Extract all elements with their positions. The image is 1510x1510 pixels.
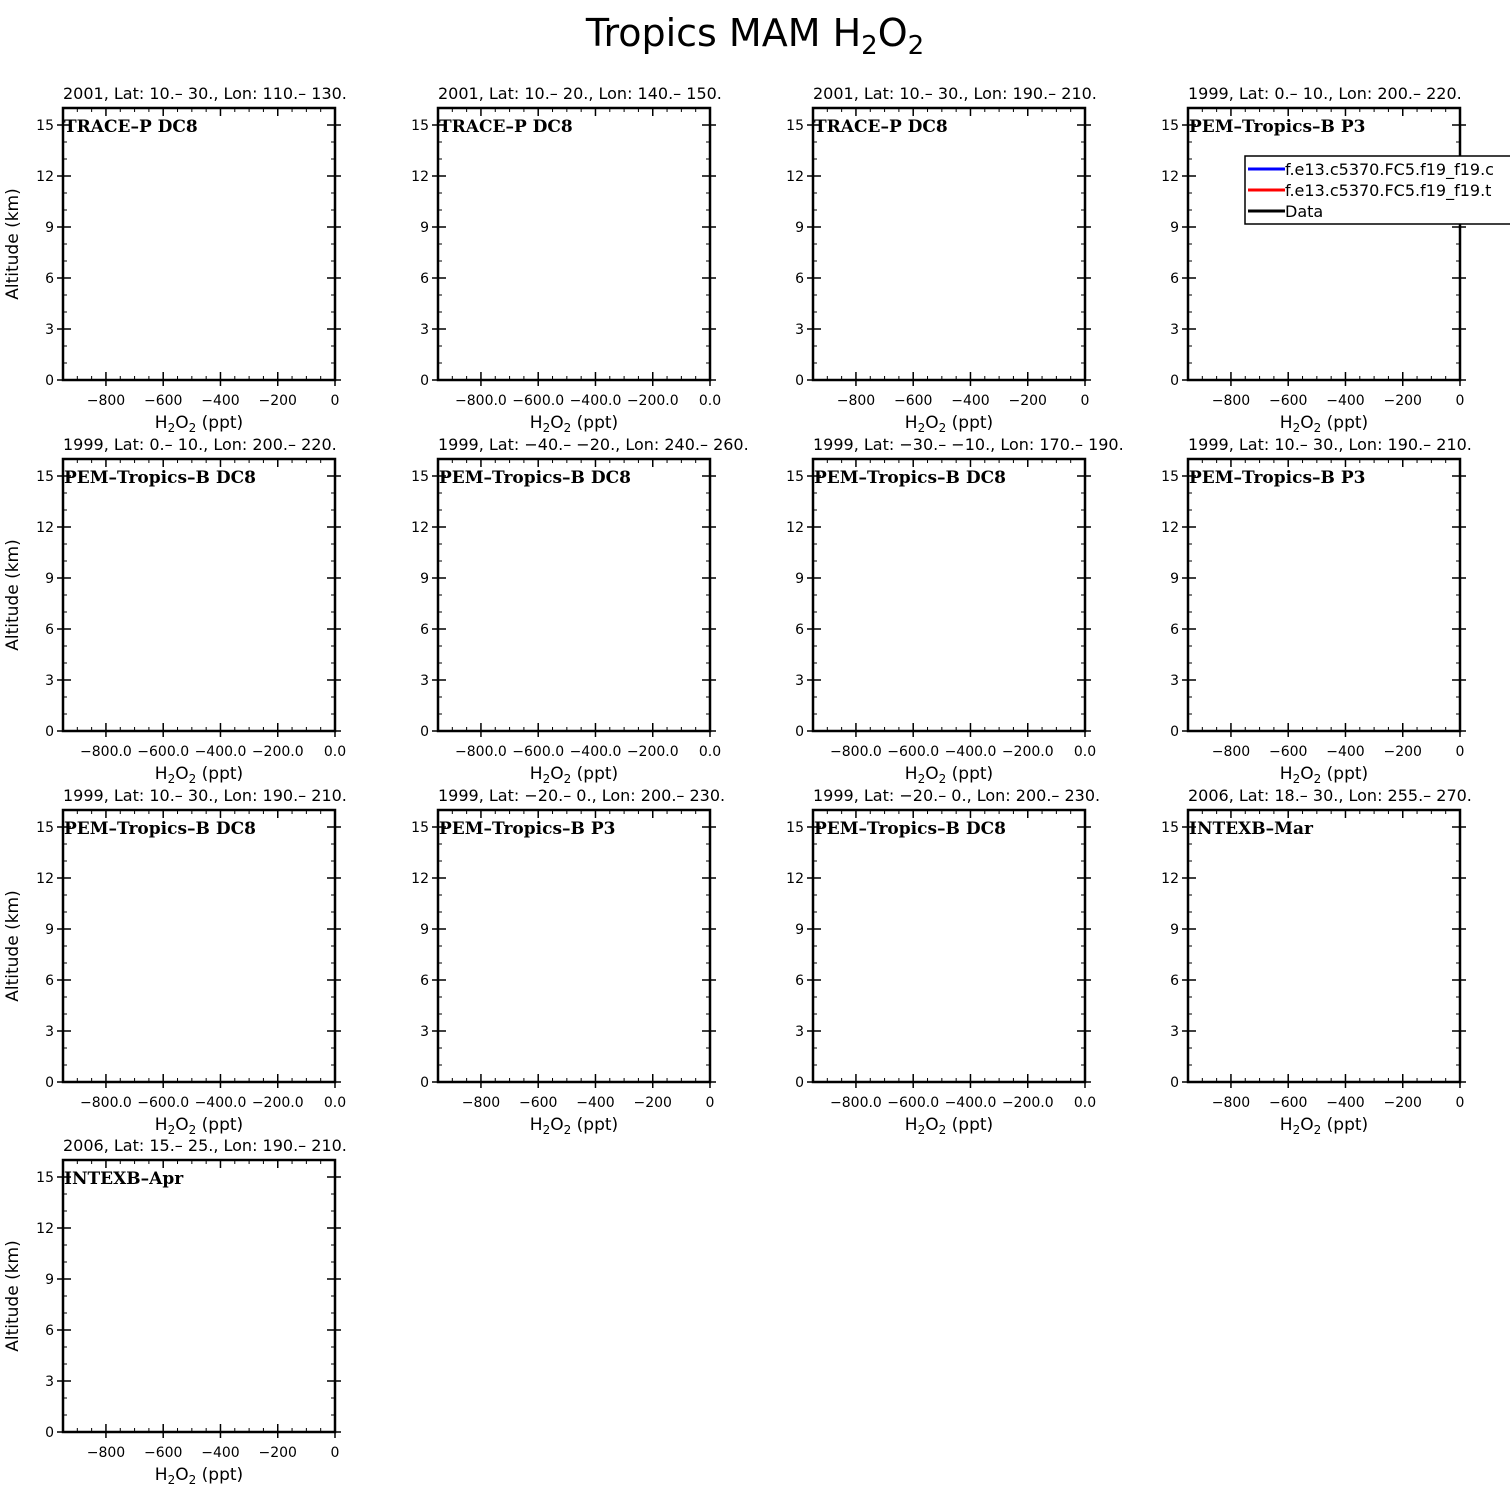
- panel-12: [1161, 786, 1472, 1137]
- xlabel-o: O: [1300, 413, 1314, 433]
- panels: [3, 84, 1472, 1487]
- xlabel-sub: 2: [1313, 421, 1322, 435]
- xlabel-unit: (ppt): [1321, 413, 1369, 433]
- y-axis-label: Altitude (km): [3, 1240, 23, 1352]
- y-tick-label: 12: [36, 520, 54, 536]
- y-tick-label: 9: [1170, 922, 1179, 938]
- y-tick-label: 15: [36, 469, 54, 485]
- x-tick-label: 0: [1455, 1095, 1465, 1111]
- xlabel-unit: (ppt): [946, 413, 994, 433]
- y-tick-label: 0: [795, 1075, 804, 1091]
- xlabel-unit: (ppt): [1321, 764, 1369, 784]
- xlabel-h: H: [154, 1465, 168, 1485]
- x-tick-label: −600.0: [512, 393, 565, 409]
- x-tick-label: 0.0: [1073, 744, 1097, 760]
- legend-label: Data: [1285, 202, 1324, 221]
- y-axis-label: Altitude (km): [3, 188, 23, 300]
- y-tick-label: 0: [420, 373, 429, 389]
- xlabel-sub: 2: [917, 772, 926, 786]
- y-tick-label: 12: [786, 520, 804, 536]
- y-tick-label: 9: [420, 571, 429, 587]
- y-tick-label: 0: [795, 724, 804, 740]
- y-tick-label: 6: [45, 1323, 54, 1339]
- y-tick-label: 6: [795, 973, 804, 989]
- y-tick-label: 3: [45, 673, 54, 689]
- xlabel-sub: 2: [917, 421, 926, 435]
- xlabel-sub: 2: [167, 1123, 176, 1137]
- y-tick-label: 0: [45, 1425, 54, 1441]
- xlabel-sub: 2: [917, 1123, 926, 1137]
- y-tick-label: 6: [45, 622, 54, 638]
- x-tick-label: −400: [1326, 393, 1365, 409]
- xlabel-h: H: [154, 413, 168, 433]
- xlabel-sub: 2: [1313, 772, 1322, 786]
- xlabel-unit: (ppt): [196, 764, 244, 784]
- plot-frame: [813, 459, 1085, 731]
- figure-title-sub1: 2: [861, 31, 878, 61]
- xlabel-unit: (ppt): [571, 1115, 619, 1135]
- y-tick-label: 9: [1170, 220, 1179, 236]
- xlabel-o: O: [175, 764, 189, 784]
- y-tick-label: 9: [45, 220, 54, 236]
- x-tick-label: −400.0: [569, 393, 622, 409]
- x-tick-label: 0.0: [1073, 1095, 1097, 1111]
- x-tick-label: −600.0: [137, 1095, 190, 1111]
- y-tick-label: 6: [45, 271, 54, 287]
- figure-title-sub2: 2: [907, 31, 925, 61]
- campaign-label: PEM–Tropics–B DC8: [814, 468, 1006, 488]
- x-tick-label: −400: [201, 1445, 240, 1461]
- x-axis-label: [155, 1115, 243, 1137]
- campaign-label: TRACE–P DC8: [64, 117, 198, 137]
- xlabel-sub: 2: [188, 421, 197, 435]
- campaign-label: PEM–Tropics–B DC8: [64, 819, 256, 839]
- xlabel-h: H: [529, 1115, 543, 1135]
- panel-title: 1999, Lat: 10.– 30., Lon: 190.– 210.: [1188, 435, 1472, 454]
- x-tick-label: 0: [330, 393, 340, 409]
- xlabel-sub: 2: [167, 1473, 176, 1487]
- panel-title: 2001, Lat: 10.– 30., Lon: 190.– 210.: [813, 84, 1097, 103]
- y-tick-label: 12: [36, 871, 54, 887]
- xlabel-sub: 2: [563, 421, 572, 435]
- xlabel-unit: (ppt): [946, 764, 994, 784]
- x-tick-label: −200.0: [251, 744, 304, 760]
- x-tick-label: −600.0: [512, 744, 565, 760]
- y-tick-label: 9: [45, 571, 54, 587]
- x-tick-label: −200: [258, 393, 297, 409]
- y-tick-label: 3: [45, 1374, 54, 1390]
- x-tick-label: 0: [330, 1445, 340, 1461]
- campaign-label: PEM–Tropics–B DC8: [814, 819, 1006, 839]
- y-tick-label: 0: [420, 724, 429, 740]
- y-tick-label: 12: [1161, 871, 1179, 887]
- x-tick-label: −600: [1268, 393, 1308, 409]
- campaign-label: PEM–Tropics–B DC8: [64, 468, 256, 488]
- y-axis-label: Altitude (km): [3, 539, 23, 651]
- x-tick-label: −200: [1383, 1095, 1422, 1111]
- plot-frame: [63, 459, 335, 731]
- x-axis-label: [530, 1115, 618, 1137]
- x-tick-label: −200.0: [251, 1095, 304, 1111]
- xlabel-o: O: [175, 1115, 189, 1135]
- x-tick-label: −400: [1326, 1095, 1365, 1111]
- xlabel-h: H: [904, 764, 918, 784]
- xlabel-o: O: [925, 764, 939, 784]
- y-tick-label: 9: [795, 220, 804, 236]
- plot-frame: [1188, 459, 1460, 731]
- x-axis-label: [155, 413, 243, 435]
- y-tick-label: 6: [1170, 622, 1179, 638]
- xlabel-h: H: [904, 413, 918, 433]
- y-tick-label: 6: [1170, 271, 1179, 287]
- y-tick-label: 0: [1170, 724, 1179, 740]
- x-tick-label: 0.0: [698, 744, 722, 760]
- campaign-label: INTEXB–Mar: [1189, 819, 1313, 839]
- x-tick-label: −200.0: [1001, 744, 1054, 760]
- y-tick-label: 12: [411, 871, 429, 887]
- xlabel-unit: (ppt): [196, 1465, 244, 1485]
- y-tick-label: 15: [411, 469, 429, 485]
- panel-8: [1161, 435, 1472, 786]
- xlabel-h: H: [529, 764, 543, 784]
- xlabel-sub: 2: [542, 772, 551, 786]
- x-tick-label: −400: [951, 393, 990, 409]
- y-axis-label: Altitude (km): [3, 890, 23, 1002]
- x-tick-label: 0: [1455, 393, 1465, 409]
- xlabel-o: O: [1300, 764, 1314, 784]
- x-tick-label: −200.0: [1001, 1095, 1054, 1111]
- x-tick-label: −600: [143, 1445, 183, 1461]
- xlabel-sub: 2: [1292, 1123, 1301, 1137]
- xlabel-unit: (ppt): [571, 764, 619, 784]
- xlabel-unit: (ppt): [571, 413, 619, 433]
- panel-title: 2001, Lat: 10.– 30., Lon: 110.– 130.: [63, 84, 347, 103]
- y-tick-label: 0: [45, 373, 54, 389]
- panel-13: [3, 1136, 347, 1487]
- xlabel-h: H: [1279, 413, 1293, 433]
- campaign-label: INTEXB–Apr: [64, 1169, 184, 1189]
- xlabel-unit: (ppt): [196, 413, 244, 433]
- x-tick-label: −600.0: [887, 1095, 940, 1111]
- x-tick-label: −400.0: [194, 744, 247, 760]
- panel-title: 2001, Lat: 10.– 20., Lon: 140.– 150.: [438, 84, 722, 103]
- x-tick-label: −200: [1383, 393, 1422, 409]
- y-tick-label: 15: [786, 118, 804, 134]
- xlabel-o: O: [925, 413, 939, 433]
- y-tick-label: 9: [420, 220, 429, 236]
- xlabel-o: O: [175, 413, 189, 433]
- x-tick-label: −400: [1326, 744, 1365, 760]
- x-tick-label: −800: [86, 393, 126, 409]
- x-tick-label: −400.0: [944, 744, 997, 760]
- x-tick-label: −800.0: [830, 744, 882, 760]
- xlabel-sub: 2: [938, 421, 947, 435]
- panel-7: [786, 435, 1124, 786]
- x-tick-label: −800: [836, 393, 876, 409]
- x-tick-label: −200.0: [626, 744, 679, 760]
- y-tick-label: 6: [1170, 973, 1179, 989]
- y-tick-label: 15: [36, 820, 54, 836]
- panel-10: [411, 786, 725, 1137]
- y-tick-label: 15: [411, 820, 429, 836]
- x-tick-label: −400.0: [944, 1095, 997, 1111]
- plot-frame: [813, 108, 1085, 380]
- panel-6: [411, 435, 749, 786]
- y-tick-label: 12: [1161, 169, 1179, 185]
- xlabel-h: H: [154, 764, 168, 784]
- x-axis-label: [1280, 764, 1368, 786]
- y-tick-label: 12: [786, 871, 804, 887]
- xlabel-sub: 2: [542, 1123, 551, 1137]
- panel-title: 1999, Lat: −20.– 0., Lon: 200.– 230.: [813, 786, 1101, 805]
- panel-11: [786, 786, 1100, 1137]
- x-tick-label: −600: [518, 1095, 558, 1111]
- xlabel-unit: (ppt): [196, 1115, 244, 1135]
- y-tick-label: 6: [420, 622, 429, 638]
- panel-title: 1999, Lat: 10.– 30., Lon: 190.– 210.: [63, 786, 347, 805]
- y-tick-label: 3: [1170, 673, 1179, 689]
- y-tick-label: 15: [1161, 118, 1179, 134]
- x-tick-label: −800.0: [455, 744, 507, 760]
- xlabel-sub: 2: [1292, 772, 1301, 786]
- y-tick-label: 6: [45, 973, 54, 989]
- x-tick-label: −200: [1008, 393, 1047, 409]
- x-tick-label: −600.0: [887, 744, 940, 760]
- y-tick-label: 3: [420, 1024, 429, 1040]
- x-tick-label: −400: [576, 1095, 615, 1111]
- x-axis-label: [1280, 1115, 1368, 1137]
- x-tick-label: −600.0: [137, 744, 190, 760]
- y-tick-label: 6: [420, 973, 429, 989]
- xlabel-o: O: [550, 413, 564, 433]
- x-axis-label: [530, 413, 618, 435]
- x-tick-label: −200: [633, 1095, 672, 1111]
- y-tick-label: 0: [45, 724, 54, 740]
- panel-title: 1999, Lat: 0.– 10., Lon: 200.– 220.: [1188, 84, 1462, 103]
- panel-title: 1999, Lat: 0.– 10., Lon: 200.– 220.: [63, 435, 337, 454]
- campaign-label: TRACE–P DC8: [439, 117, 573, 137]
- x-tick-label: −200.0: [626, 393, 679, 409]
- y-tick-label: 0: [420, 1075, 429, 1091]
- y-tick-label: 9: [795, 922, 804, 938]
- xlabel-h: H: [1279, 764, 1293, 784]
- xlabel-unit: (ppt): [1321, 1115, 1369, 1135]
- figure-title: [585, 11, 924, 61]
- xlabel-sub: 2: [1292, 421, 1301, 435]
- legend-label: f.e13.c5370.FC5.f19_f19.t: [1285, 181, 1492, 200]
- plot-frame: [1188, 810, 1460, 1082]
- plot-frame: [63, 810, 335, 1082]
- y-tick-label: 3: [795, 1024, 804, 1040]
- xlabel-sub: 2: [188, 1123, 197, 1137]
- xlabel-sub: 2: [188, 772, 197, 786]
- y-tick-label: 0: [45, 1075, 54, 1091]
- plot-frame: [438, 459, 710, 731]
- y-tick-label: 6: [420, 271, 429, 287]
- y-tick-label: 15: [411, 118, 429, 134]
- campaign-label: PEM–Tropics–B P3: [439, 819, 616, 839]
- y-tick-label: 3: [420, 673, 429, 689]
- panel-5: [3, 435, 346, 786]
- y-tick-label: 15: [786, 820, 804, 836]
- y-tick-label: 3: [45, 1024, 54, 1040]
- x-tick-label: −400: [201, 393, 240, 409]
- y-tick-label: 3: [795, 673, 804, 689]
- x-tick-label: −800: [461, 1095, 501, 1111]
- xlabel-h: H: [904, 1115, 918, 1135]
- campaign-label: PEM–Tropics–B P3: [1189, 117, 1366, 137]
- plot-frame: [63, 108, 335, 380]
- legend: [1245, 156, 1510, 224]
- x-tick-label: −600: [893, 393, 933, 409]
- xlabel-h: H: [529, 413, 543, 433]
- panel-9: [3, 786, 347, 1137]
- x-axis-label: [155, 764, 243, 786]
- x-axis-label: [905, 764, 993, 786]
- xlabel-sub: 2: [188, 1473, 197, 1487]
- panel-3: [786, 84, 1097, 435]
- y-tick-label: 9: [45, 922, 54, 938]
- xlabel-o: O: [1300, 1115, 1314, 1135]
- x-tick-label: 0: [1080, 393, 1090, 409]
- xlabel-o: O: [925, 1115, 939, 1135]
- plot-frame: [438, 810, 710, 1082]
- y-tick-label: 9: [45, 1272, 54, 1288]
- x-tick-label: −200: [1383, 744, 1422, 760]
- xlabel-sub: 2: [563, 1123, 572, 1137]
- x-tick-label: 0: [705, 1095, 715, 1111]
- panel-title: 2006, Lat: 15.– 25., Lon: 190.– 210.: [63, 1136, 347, 1155]
- campaign-label: PEM–Tropics–B P3: [1189, 468, 1366, 488]
- figure-title-main: Tropics MAM H: [585, 11, 862, 55]
- panel-title: 2006, Lat: 18.– 30., Lon: 255.– 270.: [1188, 786, 1472, 805]
- x-tick-label: −800.0: [455, 393, 507, 409]
- x-tick-label: −600: [1268, 744, 1308, 760]
- y-tick-label: 15: [1161, 820, 1179, 836]
- xlabel-sub: 2: [938, 772, 947, 786]
- y-tick-label: 3: [795, 322, 804, 338]
- y-tick-label: 0: [1170, 1075, 1179, 1091]
- xlabel-sub: 2: [938, 1123, 947, 1137]
- y-tick-label: 0: [1170, 373, 1179, 389]
- xlabel-unit: (ppt): [946, 1115, 994, 1135]
- y-tick-label: 9: [795, 571, 804, 587]
- x-tick-label: 0.0: [323, 744, 347, 760]
- y-tick-label: 9: [420, 922, 429, 938]
- x-tick-label: −800: [1211, 1095, 1251, 1111]
- xlabel-sub: 2: [167, 421, 176, 435]
- x-axis-label: [530, 764, 618, 786]
- y-tick-label: 3: [1170, 322, 1179, 338]
- panel-2: [411, 84, 722, 435]
- x-axis-label: [905, 1115, 993, 1137]
- x-axis-label: [1280, 413, 1368, 435]
- plot-frame: [63, 1160, 335, 1432]
- panel-4: [1161, 84, 1466, 435]
- x-tick-label: 0: [1455, 744, 1465, 760]
- x-tick-label: −800.0: [830, 1095, 882, 1111]
- plot-frame: [438, 108, 710, 380]
- x-tick-label: −600: [1268, 1095, 1308, 1111]
- x-tick-label: −800: [86, 1445, 126, 1461]
- xlabel-sub: 2: [1313, 1123, 1322, 1137]
- xlabel-h: H: [154, 1115, 168, 1135]
- x-tick-label: −400.0: [569, 744, 622, 760]
- x-tick-label: 0.0: [698, 393, 722, 409]
- y-tick-label: 15: [36, 1170, 54, 1186]
- campaign-label: PEM–Tropics–B DC8: [439, 468, 631, 488]
- x-axis-label: [155, 1465, 243, 1487]
- y-tick-label: 3: [420, 322, 429, 338]
- y-tick-label: 15: [1161, 469, 1179, 485]
- x-tick-label: −800: [1211, 744, 1251, 760]
- x-tick-label: −800: [1211, 393, 1251, 409]
- panel-title: 1999, Lat: −30.– −10., Lon: 170.– 190.: [813, 435, 1124, 454]
- y-tick-label: 15: [786, 469, 804, 485]
- y-tick-label: 3: [45, 322, 54, 338]
- x-axis-label: [905, 413, 993, 435]
- y-tick-label: 12: [36, 169, 54, 185]
- y-tick-label: 12: [36, 1221, 54, 1237]
- x-tick-label: −600: [143, 393, 183, 409]
- panel-title: 1999, Lat: −20.– 0., Lon: 200.– 230.: [438, 786, 726, 805]
- plot-frame: [1188, 108, 1460, 380]
- xlabel-sub: 2: [542, 421, 551, 435]
- legend-label: f.e13.c5370.FC5.f19_f19.c: [1285, 160, 1494, 179]
- panel-title: 1999, Lat: −40.– −20., Lon: 240.– 260.: [438, 435, 749, 454]
- x-tick-label: −400.0: [194, 1095, 247, 1111]
- x-tick-label: −200: [258, 1445, 297, 1461]
- y-tick-label: 12: [411, 520, 429, 536]
- xlabel-sub: 2: [167, 772, 176, 786]
- xlabel-o: O: [175, 1465, 189, 1485]
- xlabel-o: O: [550, 1115, 564, 1135]
- xlabel-h: H: [1279, 1115, 1293, 1135]
- y-tick-label: 12: [786, 169, 804, 185]
- y-tick-label: 9: [1170, 571, 1179, 587]
- y-tick-label: 15: [36, 118, 54, 134]
- y-tick-label: 3: [1170, 1024, 1179, 1040]
- xlabel-o: O: [550, 764, 564, 784]
- xlabel-sub: 2: [563, 772, 572, 786]
- y-tick-label: 0: [795, 373, 804, 389]
- plot-frame: [813, 810, 1085, 1082]
- y-tick-label: 6: [795, 271, 804, 287]
- y-tick-label: 12: [411, 169, 429, 185]
- y-tick-label: 12: [1161, 520, 1179, 536]
- panel-1: [3, 84, 347, 435]
- y-tick-label: 6: [795, 622, 804, 638]
- x-tick-label: −800.0: [80, 1095, 132, 1111]
- figure-title-mid: O: [877, 11, 908, 55]
- campaign-label: TRACE–P DC8: [814, 117, 948, 137]
- x-tick-label: 0.0: [323, 1095, 347, 1111]
- x-tick-label: −800.0: [80, 744, 132, 760]
